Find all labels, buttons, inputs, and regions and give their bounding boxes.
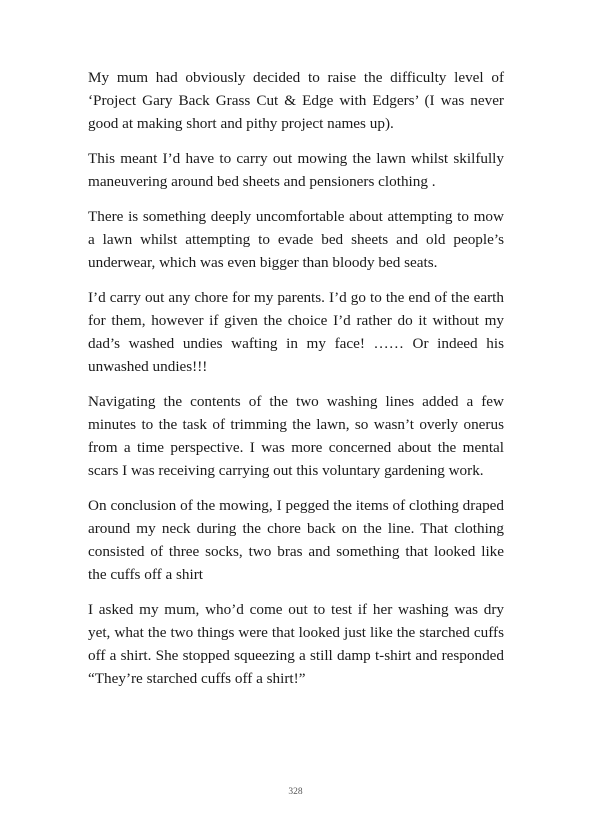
paragraph-4: I’d carry out any chore for my parents. I’d go to the end of the earth for them, however if given the choice I’d rather do it without my dad’s washed undies wafting in my face! …… Or indeed his unwashed undies!!! [88,289,504,375]
paragraph-3: There is something deeply uncomfortable about attempting to mow a lawn whilst attempting to evade bed sheets and old people’s underwear, which was even bigger than bloody bed seats. [88,208,504,271]
paragraph-7: I asked my mum, who’d come out to test if her washing was dry yet, what the two things were that looked just like the starched cuffs off a shirt. She stopped squeezing a still damp t-shirt and responded “They’re starched cuffs off a shirt!” [88,601,504,687]
paragraph-2: This meant I’d have to carry out mowing the lawn whilst skilfully maneuvering around bed sheets and pensioners clothing . [88,150,504,190]
page-number: 328 [288,787,303,797]
page-body [88,66,504,702]
paragraph-1: My mum had obviously decided to raise the difficulty level of ‘Project Gary Back Grass Cut & Edge with Edgers’ (I was never good at making short and pithy project names up). [88,69,504,132]
paragraph-5: Navigating the contents of the two washing lines added a few minutes to the task of trimming the lawn, so wasn’t overly onerus from a time perspective. I was more concerned about the mental scars I was receiving carrying out this voluntary gardening work. [88,393,504,479]
paragraph-6: On conclusion of the mowing, I pegged the items of clothing draped around my neck during the chore back on the line. That clothing consisted of three socks, two bras and something that looked like the cuffs off a shirt [88,497,504,583]
